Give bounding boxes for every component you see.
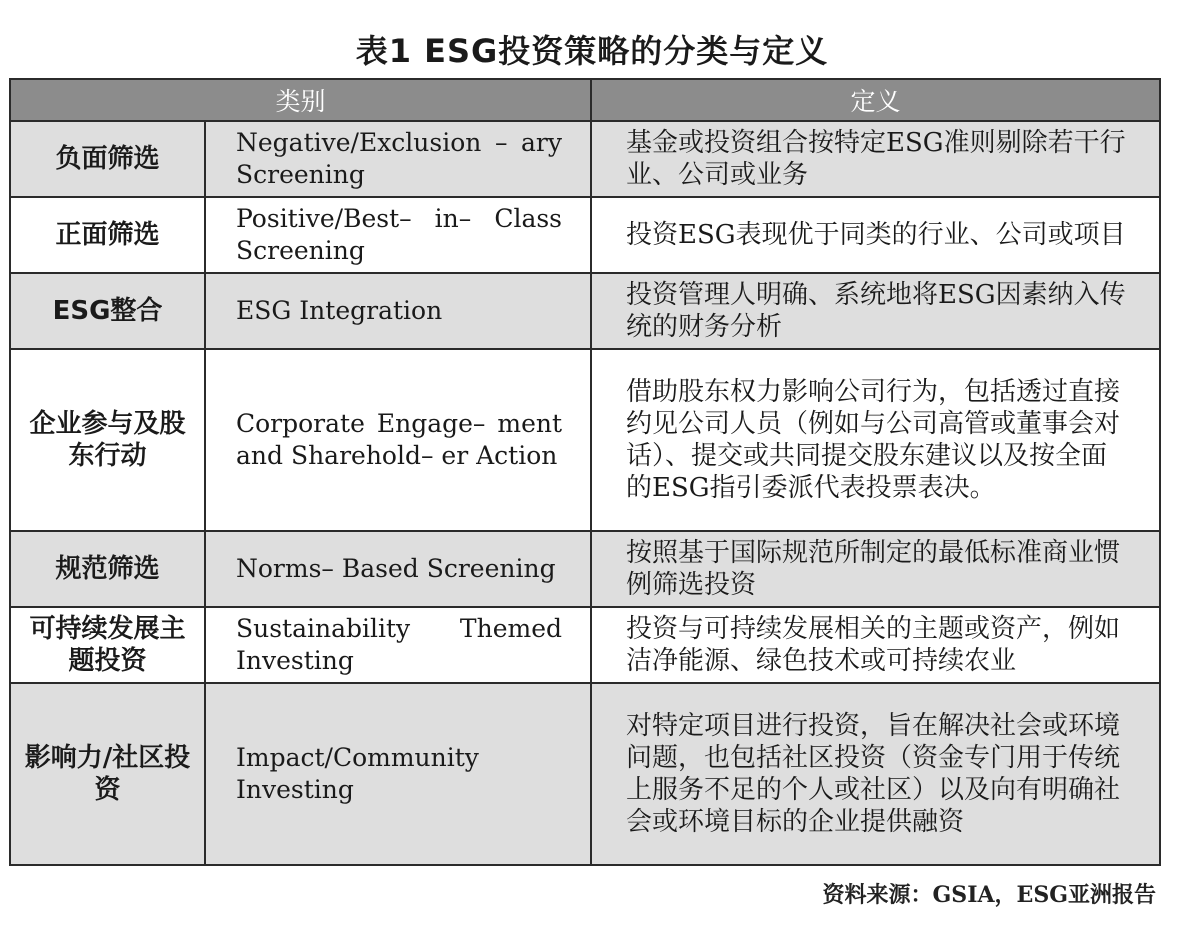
category-zh: 负面筛选 (10, 121, 205, 197)
category-en: Sustainability Themed Investing (205, 607, 591, 683)
category-zh: 企业参与及股东行动 (10, 349, 205, 531)
category-en: Positive/Best– in– Class Screening (205, 197, 591, 273)
table-row (10, 197, 1160, 273)
table-header-row (10, 79, 1160, 121)
category-zh: 影响力/社区投资 (10, 683, 205, 865)
definition-cell: 基金或投资组合按特定ESG准则剔除若干行业、公司或业务 (591, 121, 1160, 197)
header-definition: 定义 (591, 79, 1160, 121)
table-row (10, 349, 1160, 531)
definition-cell: 投资ESG表现优于同类的行业、公司或项目 (591, 197, 1160, 273)
table-title: 表1 ESG投资策略的分类与定义 (355, 32, 829, 70)
category-en: ESG Integration (205, 273, 591, 349)
definition-cell: 按照基于国际规范所制定的最低标准商业惯例筛选投资 (591, 531, 1160, 607)
table-row (10, 683, 1160, 865)
category-en: Impact/Community Investing (205, 683, 591, 865)
category-en: Norms– Based Screening (205, 531, 591, 607)
category-zh: 规范筛选 (10, 531, 205, 607)
category-en: Corporate Engage– ment and Sharehold– er Action (205, 349, 591, 531)
category-zh: 正面筛选 (10, 197, 205, 273)
definition-cell: 投资与可持续发展相关的主题或资产，例如洁净能源、绿色技术或可持续农业 (591, 607, 1160, 683)
definition-cell: 投资管理人明确、系统地将ESG因素纳入传统的财务分析 (591, 273, 1160, 349)
definition-cell: 借助股东权力影响公司行为，包括透过直接约见公司人员（例如与公司高管或董事会对话）、提交或共同提交股东建议以及按全面的ESG指引委派代表投票表决。 (591, 349, 1160, 531)
category-en: Negative/Exclusion – ary Screening (205, 121, 591, 197)
definition-cell: 对特定项目进行投资，旨在解决社会或环境问题，也包括社区投资（资金专门用于传统上服务不足的个人或社区）以及向有明确社会或环境目标的企业提供融资 (591, 683, 1160, 865)
category-zh: ESG整合 (10, 273, 205, 349)
table-row (10, 531, 1160, 607)
table-row (10, 607, 1160, 683)
category-zh: 可持续发展主题投资 (10, 607, 205, 683)
source-note: 资料来源：GSIA，ESG亚洲报告 (822, 882, 1156, 908)
table-row (10, 273, 1160, 349)
esg-strategy-table (9, 78, 1161, 866)
header-category: 类别 (10, 79, 591, 121)
table-row (10, 121, 1160, 197)
